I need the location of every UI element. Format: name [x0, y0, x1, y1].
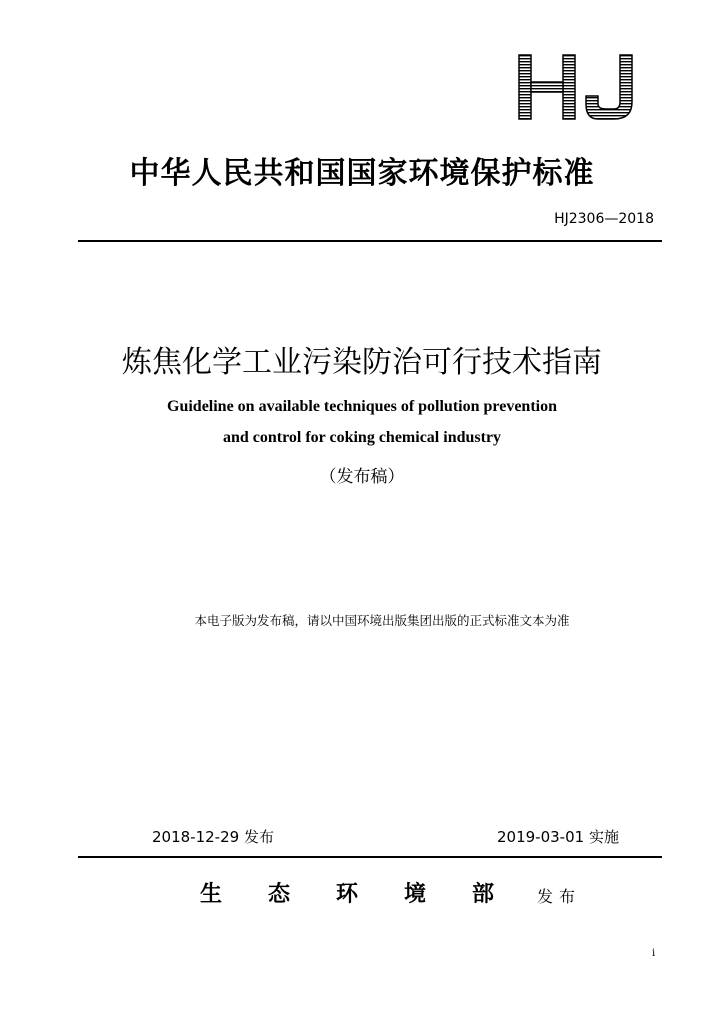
top-divider [78, 240, 662, 242]
issuer-char: 态 [268, 881, 291, 907]
document-title-english-line1: Guideline on available techniques of pollution prevention [167, 398, 557, 415]
bottom-divider [78, 856, 662, 858]
implementation-date: 2019-03-01 实施 [497, 828, 619, 846]
standard-code: HJ2306—2018 [554, 211, 654, 227]
issuing-authority-heading: 中华人民共和国国家环境保护标准 [129, 156, 595, 191]
issuer-char: 部 [472, 881, 495, 907]
issue-date: 2018-12-29 发布 [152, 828, 274, 846]
release-status: （发布稿） [319, 467, 405, 487]
hj-logo [516, 52, 644, 122]
page-number: i [652, 948, 656, 959]
issue-verb: 发布 [537, 887, 582, 906]
issuer-char: 生 [200, 881, 223, 907]
document-title-chinese: 炼焦化学工业污染防治可行技术指南 [122, 345, 602, 380]
issuing-ministry [200, 877, 540, 908]
edition-note: 本电子版为发布稿，请以中国环境出版集团出版的正式标准文本为准 [194, 613, 570, 628]
issuer-char: 境 [404, 881, 427, 907]
issuer-char: 环 [336, 881, 359, 907]
document-title-english-line2: and control for coking chemical industry [222, 429, 502, 446]
